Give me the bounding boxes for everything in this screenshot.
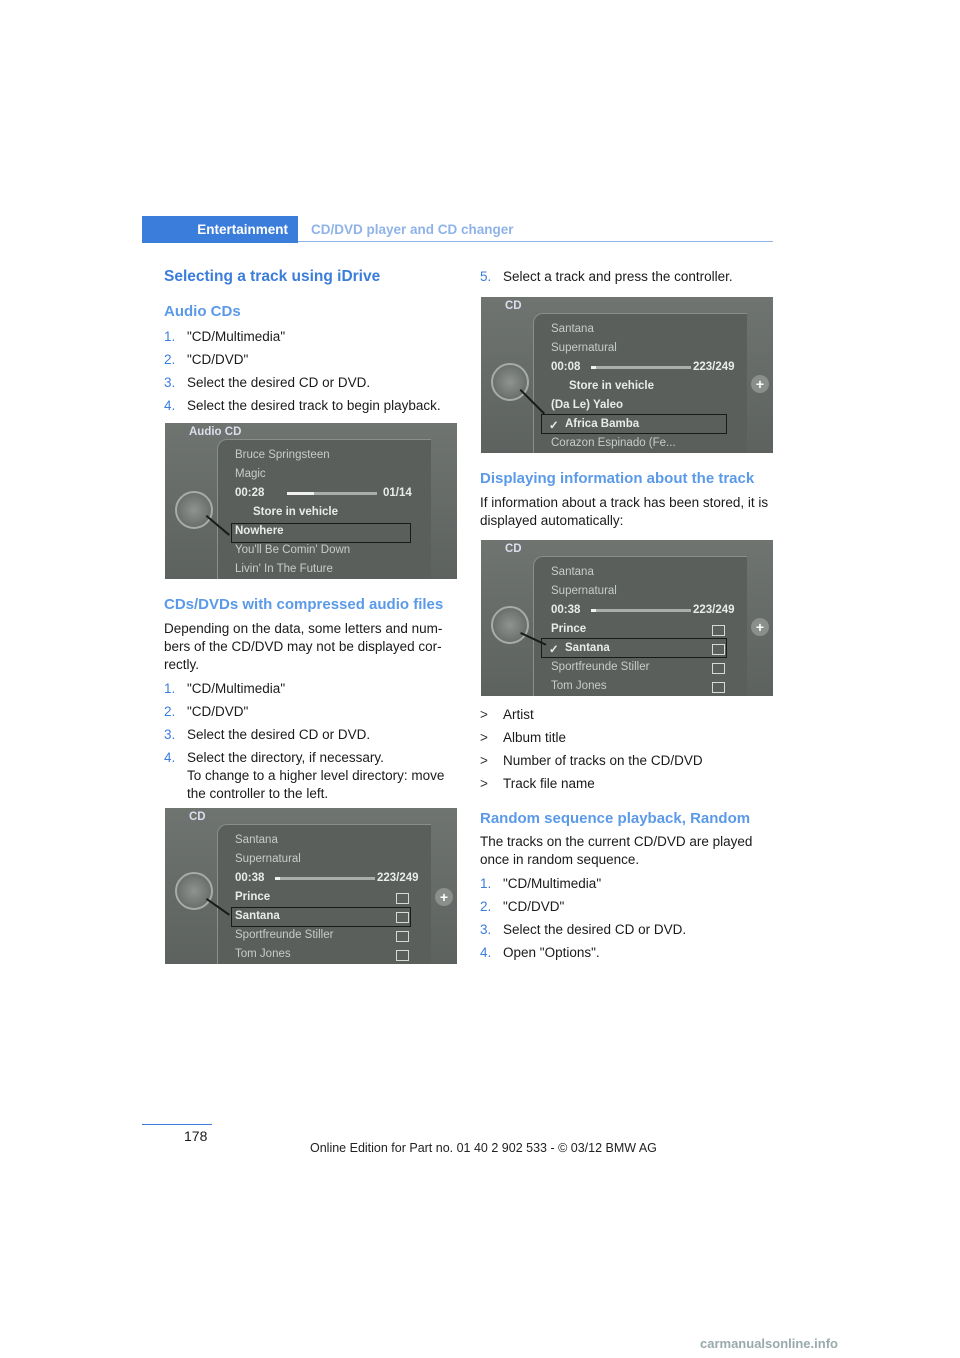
footer-edition-text: Online Edition for Part no. 01 40 2 902 533 - © 03/12 BMW AG (310, 1141, 657, 1155)
progress-fill (591, 609, 596, 612)
list-item (480, 752, 775, 770)
folder-icon (396, 931, 409, 942)
screen-header: CD (505, 543, 522, 555)
step-text: Select the desired CD or DVD. (187, 375, 371, 390)
right-column-bottom (480, 706, 775, 967)
screen-album: Supernatural (551, 585, 617, 597)
list-item (164, 397, 459, 415)
step-text: "CD/DVD" (187, 352, 249, 367)
heading-track-info: Displaying information about the track (480, 470, 755, 487)
folder-icon (712, 663, 725, 674)
list-item (164, 328, 459, 346)
step-text: "CD/Multimedia" (187, 329, 286, 344)
screen-track-row: Livin' In The Future (235, 563, 333, 575)
list-item (480, 729, 775, 747)
bullet-marker: > (480, 730, 488, 745)
left-column-top (164, 268, 459, 420)
plus-icon: + (751, 618, 769, 636)
step-number: 5. (480, 269, 492, 284)
step-text: Open "Options". (503, 945, 600, 960)
screen-time: 00:08 (551, 361, 581, 373)
step-number: 4. (480, 945, 492, 960)
screen-cd-directory (165, 808, 457, 964)
section-label: Entertainment (197, 222, 288, 237)
list-item (164, 374, 459, 392)
plus-icon: + (435, 888, 453, 906)
paragraph-random: The tracks on the current CD/DVD are played once in random sequence. (480, 834, 753, 867)
screen-track-row: Santana (565, 642, 610, 654)
list-item (164, 351, 459, 369)
screen-artist: Santana (551, 323, 594, 335)
folder-icon (396, 893, 409, 904)
steps-select-track (480, 268, 775, 286)
screen-artist: Bruce Springsteen (235, 449, 330, 461)
list-item (480, 706, 775, 724)
controller-knob-icon (491, 363, 529, 401)
paragraph-compressed: Depending on the data, some letters and num-bers of the CD/DVD may not be displayed cor-rectly. (164, 621, 443, 672)
screen-header: CD (189, 811, 206, 823)
screen-artist: Santana (551, 566, 594, 578)
bullet-text: Album title (503, 730, 567, 745)
screen-track-row: Prince (551, 623, 587, 635)
header-rule (298, 241, 773, 242)
footer-rule (142, 1124, 212, 1125)
selection-frame (541, 638, 727, 658)
bullet-marker: > (480, 707, 488, 722)
checkmark-icon: ✓ (549, 644, 559, 656)
screen-track-row: Corazon Espinado (Fe... (551, 437, 676, 449)
screen-header: Audio CD (189, 426, 242, 438)
list-item (480, 898, 775, 916)
selection-frame (231, 907, 411, 927)
heading-compressed-audio: CDs/DVDs with compressed audio files (164, 596, 444, 613)
step-text: "CD/DVD" (503, 899, 565, 914)
list-item (480, 875, 775, 893)
screen-track-row: Prince (235, 891, 271, 903)
bullet-text: Track file name (503, 776, 595, 791)
list-item (164, 726, 459, 744)
steps-audio-cds (164, 328, 459, 415)
step-number: 1. (480, 876, 492, 891)
list-item (480, 944, 775, 962)
screen-album: Supernatural (551, 342, 617, 354)
right-column-middle (480, 470, 775, 530)
step-number: 2. (164, 704, 176, 719)
screen-time: 00:28 (235, 487, 265, 499)
step-text: "CD/Multimedia" (187, 681, 286, 696)
screen-track-row: (Da Le) Yaleo (551, 399, 624, 411)
progress-fill (275, 877, 280, 880)
step-text: Select a track and press the controller. (503, 269, 733, 284)
screen-track-count: 01/14 (383, 487, 412, 499)
right-step-5 (480, 268, 775, 291)
folder-icon (712, 682, 725, 693)
list-item (164, 680, 459, 698)
step-text: Select the desired track to begin playback. (187, 398, 441, 413)
screen-cd-track-select (481, 297, 773, 453)
steps-compressed (164, 680, 459, 803)
checkmark-icon: ✓ (549, 420, 559, 432)
selection-frame (231, 523, 411, 543)
screen-track-row: You'll Be Comin' Down (235, 544, 351, 556)
screen-track-row: Sportfreunde Stiller (551, 661, 650, 673)
screen-header: CD (505, 300, 522, 312)
folder-icon (712, 625, 725, 636)
step-number: 2. (164, 352, 176, 367)
steps-random (480, 875, 775, 962)
screen-time: 00:38 (235, 872, 265, 884)
heading-selecting-track: Selecting a track using iDrive (164, 268, 381, 285)
watermark: carmanualsonline.info (700, 1336, 838, 1351)
page-number: 178 (184, 1128, 208, 1144)
progress-fill (591, 366, 596, 369)
step-number: 3. (480, 922, 492, 937)
progress-track (591, 366, 691, 369)
screen-store-in-vehicle: Store in vehicle (253, 506, 339, 518)
heading-audio-cds: Audio CDs (164, 303, 241, 320)
step-text: Select the directory, if necessary. (187, 750, 384, 765)
bullet-text: Number of tracks on the CD/DVD (503, 753, 703, 768)
screen-cd-track-info (481, 540, 773, 696)
list-item (480, 921, 775, 939)
screen-track-row: Sportfreunde Stiller (235, 929, 334, 941)
step-text: "CD/DVD" (187, 704, 249, 719)
screen-time: 00:38 (551, 604, 581, 616)
list-item (164, 749, 459, 803)
controller-knob-icon (491, 606, 529, 644)
screen-artist: Santana (235, 834, 278, 846)
list-item (164, 703, 459, 721)
screen-track-count: 223/249 (693, 604, 735, 616)
screen-track-row: Santana (235, 910, 280, 922)
step-number: 4. (164, 750, 176, 765)
step-text: Select the desired CD or DVD. (503, 922, 687, 937)
step-number: 1. (164, 681, 176, 696)
plus-icon: + (751, 375, 769, 393)
step-number: 4. (164, 398, 176, 413)
heading-random: Random sequence playback, Random (480, 810, 751, 827)
screen-track-row: Africa Bamba (565, 418, 640, 430)
list-item (480, 268, 775, 286)
step-number: 3. (164, 375, 176, 390)
bullet-text: Artist (503, 707, 534, 722)
progress-track (591, 609, 691, 612)
list-item (480, 775, 775, 793)
step-number: 1. (164, 329, 176, 344)
chapter-title: CD/DVD player and CD changer (311, 222, 514, 237)
screen-album: Magic (235, 468, 266, 480)
progress-track (275, 877, 375, 880)
progress-fill (287, 492, 314, 495)
controller-knob-icon (175, 872, 213, 910)
step-number: 2. (480, 899, 492, 914)
screen-track-count: 223/249 (693, 361, 735, 373)
screen-track-row: Nowhere (235, 525, 284, 537)
screen-track-count: 223/249 (377, 872, 419, 884)
left-column-bottom (164, 596, 459, 808)
folder-icon (396, 950, 409, 961)
paragraph-track-info: If information about a track has been stored, it is displayed automatically: (480, 495, 769, 528)
step-text: "CD/Multimedia" (503, 876, 602, 891)
step-number: 3. (164, 727, 176, 742)
screen-track-row: Tom Jones (235, 948, 291, 960)
screen-store-in-vehicle: Store in vehicle (569, 380, 655, 392)
bullet-marker: > (480, 776, 488, 791)
screen-audio-cd (165, 423, 457, 579)
step-continuation: To change to a higher level directory: move the controller to the left. (187, 768, 445, 801)
controller-knob-icon (175, 491, 213, 529)
track-info-bullets (480, 706, 775, 793)
step-text: Select the desired CD or DVD. (187, 727, 371, 742)
selection-frame (541, 414, 727, 434)
screen-track-row: Tom Jones (551, 680, 607, 692)
bullet-marker: > (480, 753, 488, 768)
section-tab (142, 216, 298, 243)
screen-album: Supernatural (235, 853, 301, 865)
